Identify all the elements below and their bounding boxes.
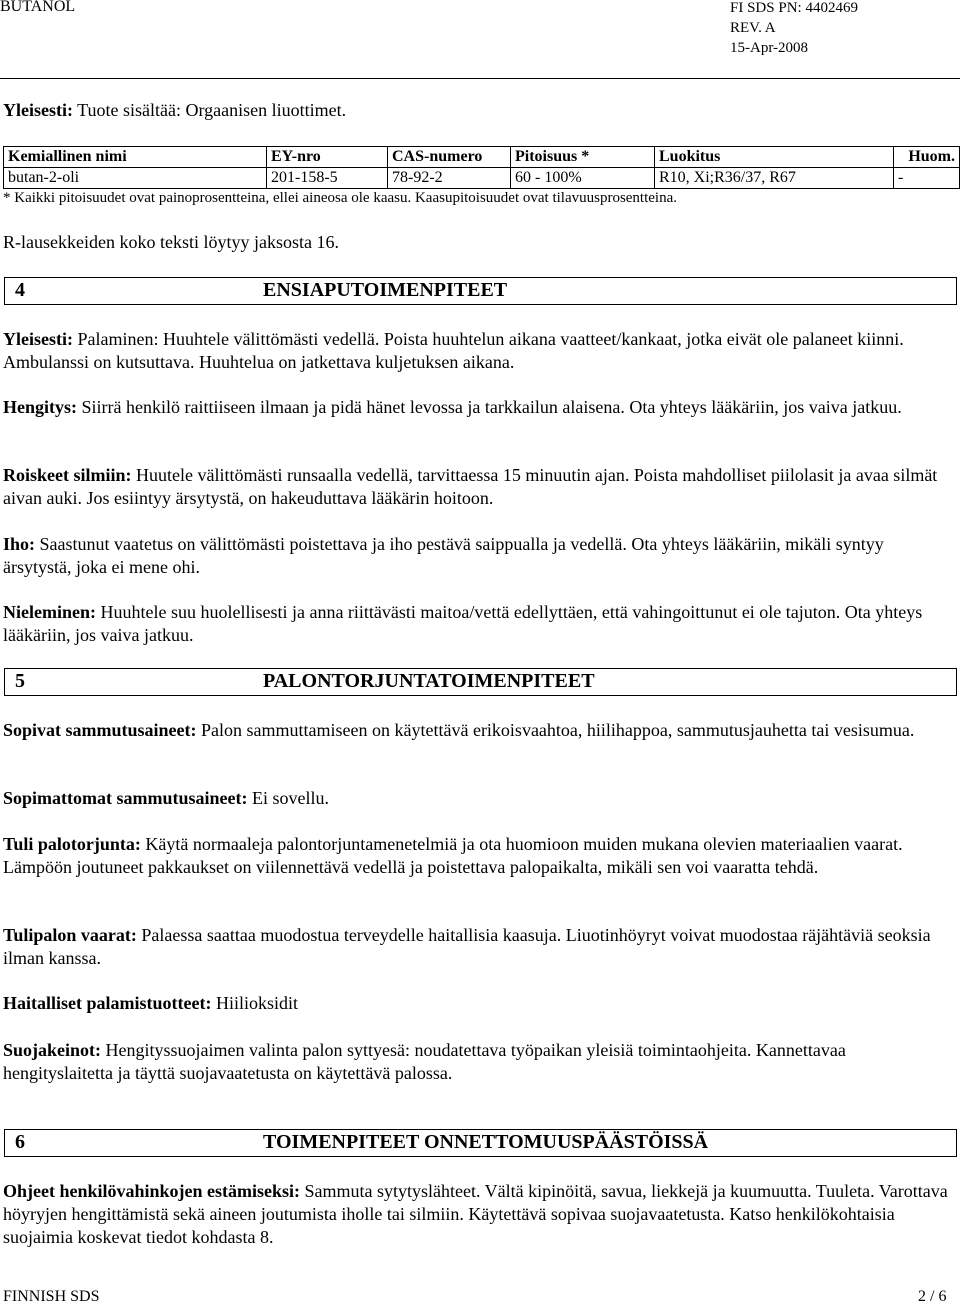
section-5-header: [4, 668, 957, 696]
section-4-header: [4, 277, 957, 305]
column-header-chemical-name: Kemiallinen nimi: [4, 147, 267, 168]
cell-chemical-name: butan-2-oli: [4, 168, 267, 189]
first-aid-inhalation: [3, 396, 955, 419]
first-aid-general-label: Yleisesti:: [3, 329, 73, 349]
column-header-ec-number: EY-nro: [267, 147, 388, 168]
cell-classification: R10, Xi;R36/37, R67: [655, 168, 894, 189]
section-6-header: [4, 1129, 957, 1157]
page-number: 2 / 6: [918, 1288, 947, 1305]
fire-suitable-media-label: Sopivat sammutusaineet:: [3, 720, 197, 740]
revision-date: 15-Apr-2008: [730, 40, 809, 56]
document-product-name: BUTANOL: [0, 0, 76, 15]
first-aid-eyes-text: Huutele välittömästi runsaalla vedellä, tarvittaessa 15 minuutin ajan. Poista mahdolliset piilolasit ja avaa silmät aivan auki. Jos esiintyy ärsytystä, on hakeuduttava lääkärin hoitoon.: [3, 465, 938, 508]
cell-concentration: 60 - 100%: [511, 168, 655, 189]
section-number: 5: [15, 670, 25, 692]
composition-general-text: Tuote sisältää: Orgaanisen liuottimet.: [77, 100, 347, 120]
section-number: 6: [15, 1131, 25, 1153]
fire-combustion-products: [3, 992, 955, 1015]
section-number: 4: [15, 279, 25, 301]
fire-hazards-label: Tulipalon vaarat:: [3, 925, 137, 945]
composition-general: [3, 100, 346, 121]
section-title: PALONTORJUNTATOIMENPITEET: [263, 670, 595, 692]
accidental-release-personal-label: Ohjeet henkilövahinkojen estämiseksi:: [3, 1181, 301, 1201]
fire-firefighting: [3, 833, 955, 879]
composition-table-header: [4, 147, 960, 168]
first-aid-ingestion: [3, 601, 955, 647]
fire-combustion-products-label: Haitalliset palamistuotteet:: [3, 993, 212, 1013]
cell-ec-number: 201-158-5: [267, 168, 388, 189]
fire-suitable-media: [3, 719, 955, 742]
composition-table: [3, 146, 960, 189]
accidental-release-personal: [3, 1180, 955, 1249]
column-header-classification: Luokitus: [655, 147, 894, 168]
first-aid-inhalation-text: Siirrä henkilö raittiiseen ilmaan ja pidä hänet levossa ja tarkkailun alaisena. Ota yhteys lääkäriin, jos vaiva jatkuu.: [77, 397, 902, 417]
fire-protective-measures: [3, 1039, 955, 1085]
column-header-note: Huom.: [894, 147, 960, 168]
section-title: TOIMENPITEET ONNETTOMUUSPÄÄSTÖISSÄ: [263, 1131, 709, 1153]
first-aid-ingestion-text: Huuhtele suu huolellisesti ja anna riittävästi maitoa/vettä edellyttäen, että vahingoittunut ei ole tajuton. Ota yhteys lääkäriin, jos vaiva jatkuu.: [3, 602, 923, 645]
fire-combustion-products-text: Hiilioksidit: [211, 993, 298, 1013]
fire-protective-measures-label: Suojakeinot:: [3, 1040, 102, 1060]
first-aid-general: [3, 328, 955, 374]
sds-pn: FI SDS PN: 4402469: [730, 0, 858, 16]
table-row: [4, 168, 960, 189]
first-aid-ingestion-label: Nieleminen:: [3, 602, 96, 622]
first-aid-skin-label: Iho:: [3, 534, 36, 554]
composition-footnote: * Kaikki pitoisuudet ovat painoprosentteina, ellei aineosa ole kaasu. Kaasupitoisuudet ovat tilavuusprosentteina.: [3, 190, 678, 206]
first-aid-general-text: Palaminen: Huuhtele välittömästi vedellä. Poista huuhtelun aikana vaatteet/kankaat, jotka eivät ole palaneet kiinni. Ambulanssi on kutsuttava. Huuhtelua on jatkettava kuljetuksen aikana.: [3, 329, 904, 372]
fire-unsuitable-media-text: Ei sovellu.: [247, 788, 329, 808]
cell-note: -: [894, 168, 960, 189]
r-phrases-note: R-lausekkeiden koko teksti löytyy jaksosta 16.: [3, 232, 339, 252]
fire-firefighting-label: Tuli palotorjunta:: [3, 834, 141, 854]
fire-unsuitable-media: [3, 787, 955, 810]
header-divider: [0, 78, 960, 79]
fire-hazards: [3, 924, 955, 970]
column-header-cas-number: CAS-numero: [388, 147, 511, 168]
column-header-concentration: Pitoisuus *: [511, 147, 655, 168]
fire-protective-measures-text: Hengityssuojaimen valinta palon syttyesä: noudatettava työpaikan yleisiä toimintaohjeita. Kannettavaa hengityslaitetta ja täyttä suojavaatetusta on käytettävä palossa.: [3, 1040, 846, 1083]
first-aid-skin-text: Saastunut vaatetus on välittömästi poistettava ja iho pestävä saippualla ja vedellä. Ota yhteys lääkäriin, mikäli syntyy ärsytystä, joka ei mene ohi.: [3, 534, 884, 577]
fire-suitable-media-text: Palon sammuttamiseen on käytettävä erikoisvaahtoa, hiilihappoa, sammutusjauhetta tai vesisumua.: [196, 720, 915, 740]
fire-firefighting-text: Käytä normaaleja palontorjuntamenetelmiä ja ota huomioon muiden mukana olevien materiaalien vaarat. Lämpöön joutuneet pakkaukset on viilennettävä vedellä ja poistettava palopaikalta, mikäli sen voi vaaratta tehdä.: [3, 834, 903, 877]
first-aid-eyes: [3, 464, 955, 510]
first-aid-skin: [3, 533, 955, 579]
fire-hazards-text: Palaessa saattaa muodostua terveydelle haitallisia kaasuja. Liuotinhöyryt voivat muodostaa räjähtäviä seoksia ilman kanssa.: [3, 925, 931, 968]
section-title: ENSIAPUTOIMENPITEET: [263, 279, 508, 301]
composition-general-label: Yleisesti:: [3, 100, 73, 120]
first-aid-inhalation-label: Hengitys:: [3, 397, 77, 417]
footer-document-type: FINNISH SDS: [3, 1288, 100, 1305]
fire-unsuitable-media-label: Sopimattomat sammutusaineet:: [3, 788, 248, 808]
accidental-release-personal-text: Sammuta sytytyslähteet. Vältä kipinöitä, savua, liekkejä ja kuumuutta. Tuuleta. Varottava höyryjen hengittämistä sekä aineen joutumista iholle tai silmiin. Käytettävä sopivaa suojavaatetusta. Katso henkilökohtaisia suojaimia koskevat tiedot kohdasta 8.: [3, 1181, 948, 1247]
document-reference-block: [730, 0, 858, 58]
revision: REV. A: [730, 20, 776, 36]
cell-cas-number: 78-92-2: [388, 168, 511, 189]
first-aid-eyes-label: Roiskeet silmiin:: [3, 465, 132, 485]
